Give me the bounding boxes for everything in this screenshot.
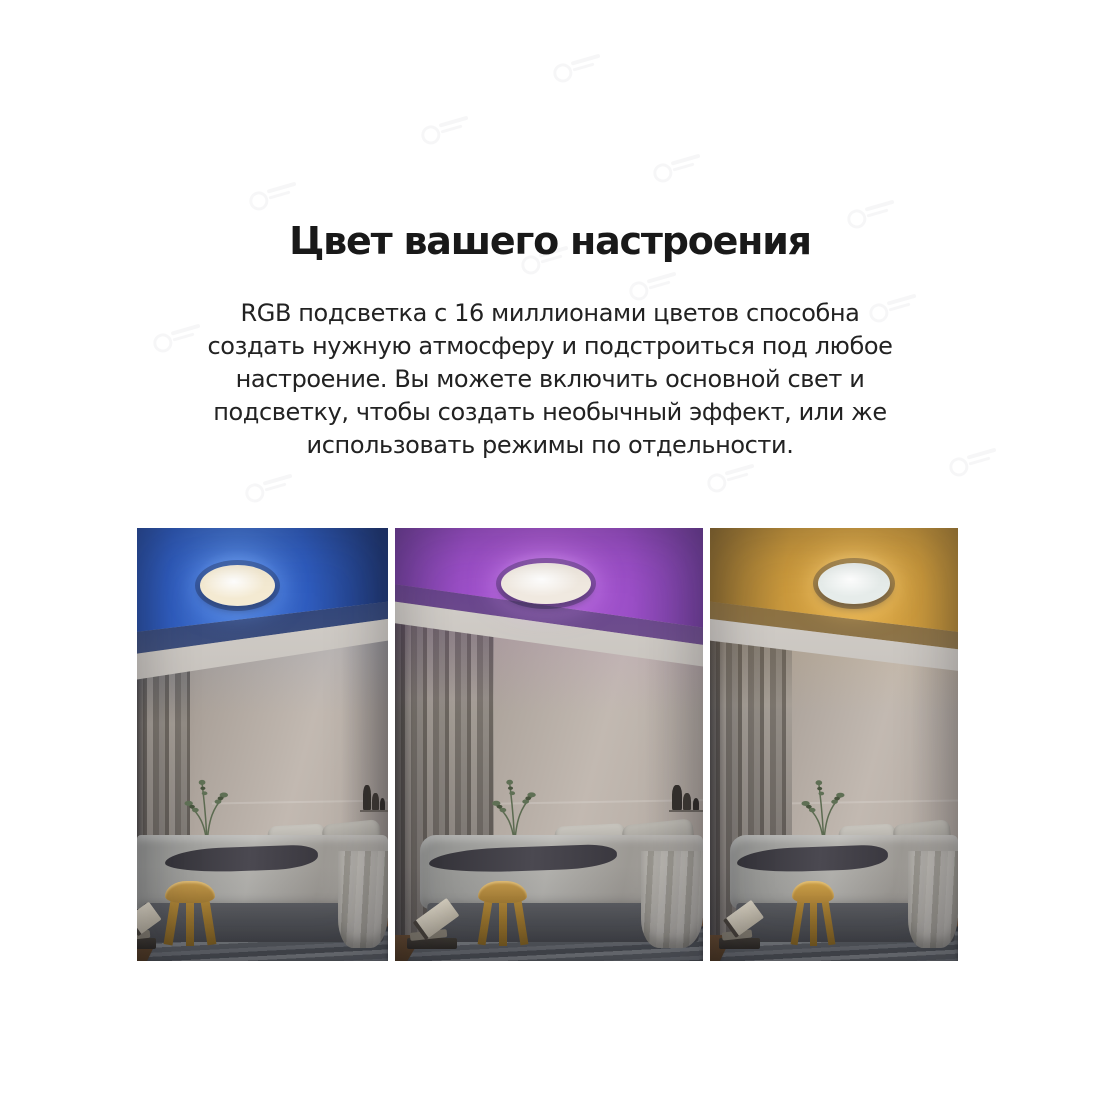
watermark-text-bar (865, 200, 895, 212)
description-line: настроение. Вы можете включить основной свет и (235, 365, 865, 393)
watermark-logo-icon (419, 123, 443, 147)
watermark-mark (419, 113, 473, 143)
watermark-text-bar (725, 464, 755, 476)
stool-leg (499, 900, 507, 945)
photo-panel-blue (137, 528, 388, 961)
watermark-text-bar (265, 483, 287, 492)
bed-drape (338, 851, 388, 948)
shelf-decor (360, 781, 388, 811)
watermark-text-bar (867, 209, 889, 218)
bed-drape (641, 851, 703, 948)
stool-leg (477, 900, 492, 946)
books-on-floor (717, 905, 767, 953)
vase-icon (672, 785, 682, 809)
watermark-logo-icon (247, 189, 271, 213)
stool-leg (513, 900, 528, 946)
watermark-text-bar (441, 125, 463, 134)
stool-leg (821, 900, 835, 946)
watermark-logo-icon (551, 61, 575, 85)
stool-seat (165, 881, 215, 903)
vase-icon (693, 798, 699, 810)
vase-icon (683, 793, 691, 810)
photo-row (137, 528, 958, 961)
watermark-text-bar (649, 281, 671, 290)
watermark-mark (243, 471, 297, 501)
description-text (0, 297, 1100, 462)
watermark-mark (705, 461, 759, 491)
stool-leg (164, 900, 180, 946)
watermark-mark (247, 179, 301, 209)
watermark-text-bar (671, 154, 701, 166)
watermark-text-bar (267, 182, 297, 194)
watermark-text-bar (439, 116, 469, 128)
watermark-text-bar (727, 473, 749, 482)
stool-seat (792, 881, 834, 903)
watermark-logo-icon (243, 481, 267, 505)
watermark-text-bar (673, 163, 695, 172)
photo-panel-purple (395, 528, 703, 961)
watermark-mark (651, 151, 705, 181)
vase-icon (372, 793, 379, 810)
photo-panel-amber (710, 528, 958, 961)
description-line: RGB подсветка с 16 миллионами цветов способна (240, 299, 860, 327)
shelf-line (669, 810, 703, 812)
page-title: Цвет вашего настроения (289, 219, 811, 264)
watermark-text-bar (571, 54, 601, 66)
shelf-line (360, 810, 388, 812)
vase-icon (363, 785, 371, 809)
watermark-text-bar (647, 272, 677, 284)
watermark-text-bar (269, 191, 291, 200)
ceiling-lamp (200, 565, 275, 606)
wooden-stool (792, 881, 834, 946)
watermark-mark (551, 51, 605, 81)
watermark-logo-icon (651, 161, 675, 185)
stool-leg (200, 900, 216, 946)
stool-leg (810, 900, 817, 945)
book (137, 938, 156, 948)
shelf-decor (669, 781, 703, 811)
ceiling-lamp (501, 563, 590, 604)
books-on-floor (137, 905, 162, 953)
watermark-text-bar (573, 63, 595, 72)
description-line: использовать режимы по отдельности. (306, 431, 794, 459)
stool-seat (478, 881, 527, 903)
watermark-text-bar (263, 474, 293, 486)
watermark-logo-icon (705, 471, 729, 495)
description-line: создать нужную атмосферу и подстроиться под любое (207, 332, 893, 360)
description-line: подсветку, чтобы создать необычный эффект, или же (213, 398, 887, 426)
vase-icon (380, 798, 385, 810)
bed-drape (908, 851, 958, 948)
wooden-stool (165, 881, 215, 946)
books-on-floor (404, 905, 466, 953)
ceiling-lamp (818, 563, 890, 604)
stool-leg (790, 900, 804, 946)
watermark-mark (627, 269, 681, 299)
stool-leg (186, 900, 195, 945)
wooden-stool (478, 881, 527, 946)
